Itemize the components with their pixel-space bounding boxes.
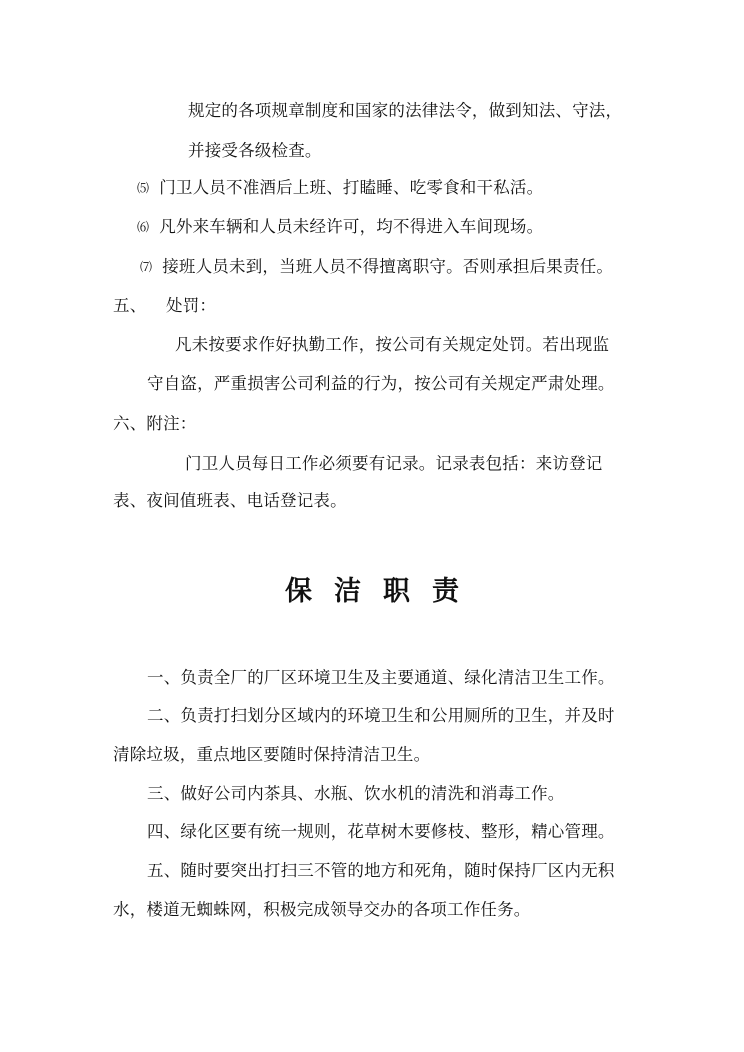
rule-item-7-text: 接班人员未到，当班人员不得擅离职守。否则承担后果责任。 — [162, 257, 614, 276]
section-five-line-2: 守自盗，严重损害公司利益的行为，按公司有关规定严肃处理。 — [147, 374, 615, 393]
cleaning-item-3: 三、做好公司内茶具、水瓶、饮水机的清洗和消毒工作。 — [147, 784, 565, 803]
section-six-line-1: 门卫人员每日工作必须要有记录。记录表包括：来访登记 — [185, 454, 603, 473]
section-six-line-2: 表、夜间值班表、电话登记表。 — [113, 491, 347, 510]
section-six-heading: 六、附注： — [113, 414, 197, 433]
rule-item-6 — [137, 217, 543, 237]
rule-item-5 — [137, 178, 543, 198]
rules-continuation-line-2: 并接受各级检查。 — [188, 141, 322, 160]
cleaning-item-1: 一、负责全厂的厂区环境卫生及主要通道、绿化清洁卫生工作。 — [147, 668, 615, 687]
rule-item-6-number: ⑹ — [137, 220, 150, 234]
cleaning-item-4: 四、绿化区要有统一规则，花草树木要修枝、整形，精心管理。 — [147, 822, 615, 841]
rule-item-7 — [140, 257, 613, 277]
rule-item-6-text: 凡外来车辆和人员未经许可，均不得进入车间现场。 — [159, 217, 544, 236]
rule-item-7-number: ⑺ — [140, 260, 153, 274]
section-five-heading: 处罚： — [166, 296, 217, 315]
cleaning-item-2-line-1: 二、负责打扫划分区域内的环境卫生和公用厕所的卫生，并及时 — [147, 706, 615, 725]
cleaning-duties-title: 保洁职责 — [285, 576, 481, 607]
section-five-label: 五、 — [113, 296, 147, 315]
rule-item-5-text: 门卫人员不准酒后上班、打瞌睡、吃零食和干私活。 — [159, 178, 544, 197]
rules-continuation-line-1: 规定的各项规章制度和国家的法律法令，做到知法、守法， — [188, 101, 623, 120]
rule-item-5-number: ⑸ — [137, 181, 150, 195]
section-five-line-1: 凡未按要求作好执勤工作，按公司有关规定处罚。若出现监 — [175, 335, 610, 354]
cleaning-item-5-line-2: 水，楼道无蜘蛛网，积极完成领导交办的各项工作任务。 — [113, 900, 531, 919]
cleaning-item-2-line-2: 清除垃圾，重点地区要随时保持清洁卫生。 — [113, 745, 431, 764]
cleaning-item-5-line-1: 五、随时要突出打扫三不管的地方和死角，随时保持厂区内无积 — [147, 861, 615, 880]
